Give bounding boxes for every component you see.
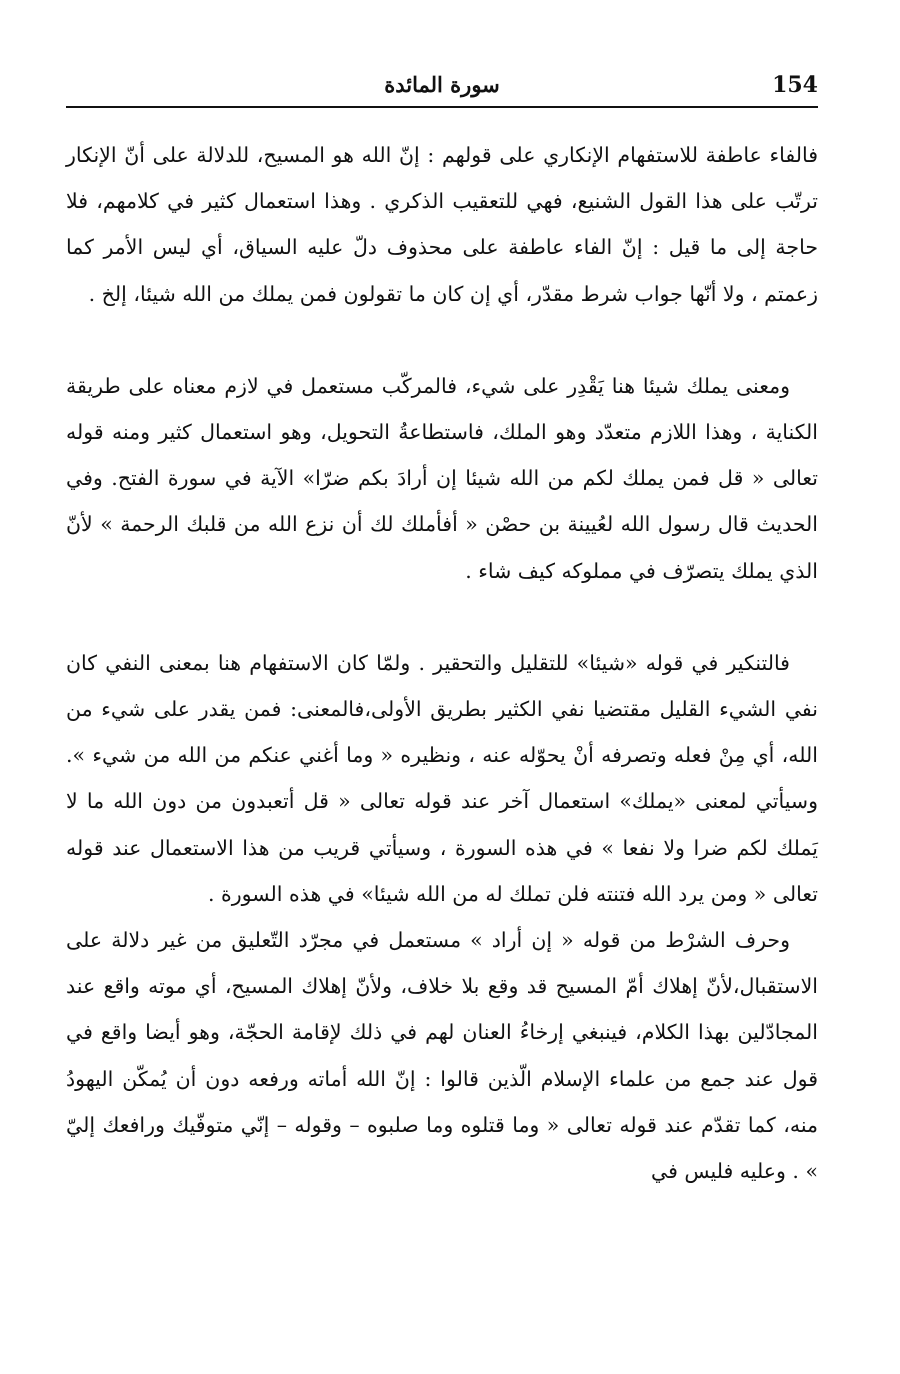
page-number: 154 [772, 72, 818, 98]
paragraph-spacer [66, 317, 818, 363]
running-title: سورة المائدة [384, 72, 500, 97]
paragraph-2: ومعنى يملك شيئا هنا يَقْدِر على شيء، فالمركّب مستعمل في لازم معناه على طريقة الكناية ، وهذا اللازم متعدّد وهو الملك، فاستطاعةُ التحويل، وهو استعمال كثير ومنه قوله تعالى « قل فمن يملك لكم من الله شيئا إن أرادَ بكم ضرّا» الآية في سورة الفتح. وفي الحديث قال رسول الله لعُيينة بن حصْن « أفأملك لك أن نزع الله من قلبك الرحمة » لأنّ الذي يملك يتصرّف في مملوكه كيف شاء . [66, 373, 819, 583]
paragraph-4: وحرف الشرْط من قوله « إن أراد » مستعمل في مجرّد التّعليق من غير دلالة على الاستقبال،لأنّ إهلاك أمّ المسيح قد وقع بلا خلاف، ولأنّ إهلاك المسيح، أي موته واقع عند المجادّلين بهذا الكلام، فينبغي إرخاءُ العنان لهم في ذلك لإقامة الحجّة، وهو أيضا واقع في قول عند جمع من علماء الإسلام الّذين قالوا : إنّ الله أماته ورفعه دون أن يُمكّن اليهودُ منه، كما تقدّم عند قوله تعالى « وما قتلوه وما صلبوه – وقوله – إنّي متوفّيك ورافعك إليّ » . وعليه فليس في [66, 928, 818, 1184]
paragraph-spacer [66, 594, 818, 640]
header-rule [66, 106, 818, 108]
page-header [66, 70, 818, 104]
paragraph-3: فالتنكير في قوله «شيئا» للتقليل والتحقير . ولمّا كان الاستفهام هنا بمعنى النفي كان نفي الشيء القليل مقتضيا نفي الكثير بطريق الأولى،فالمعنى: فمن يقدر على شيء من الله، أي مِنْ فعله وتصرفه أنْ يحوّله عنه ، ونظيره « وما أغني عنكم من الله من شيء ». وسيأتي لمعنى «يملك» استعمال آخر عند قوله تعالى « قل أتعبدون من دون الله ما لا يَملك لكم ضرا ولا نفعا » في هذه السورة ، وسيأتي قريب من هذا الاستعمال عند قوله تعالى « ومن يرد الله فتنته فلن تملك له من الله شيئا» في هذه السورة . [66, 650, 818, 906]
paragraph-1: فالفاء عاطفة للاستفهام الإنكاري على قولهم : إنّ الله هو المسيح، للدلالة على أنّ الإنكار ترتّب على هذا القول الشنيع، فهي للتعقيب الذكري . وهذا استعمال كثير في كلامهم، فلا حاجة إلى ما قيل : إنّ الفاء عاطفة على محذوف دلّ عليه السياق، أي ليس الأمر كما زعمتم ، ولا أنّها جواب شرط مقدّر، أي إن كان ما تقولون فمن يملك من الله شيئا، إلخ . [66, 143, 818, 306]
body-text [66, 132, 818, 1194]
